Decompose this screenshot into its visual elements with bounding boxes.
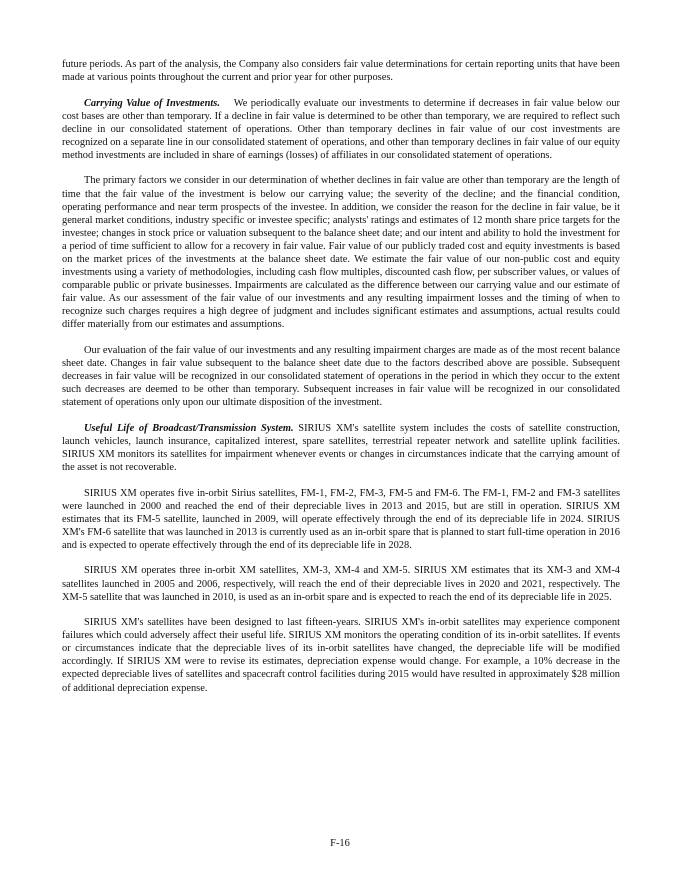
paragraph-4: Our evaluation of the fair value of our investments and any resulting impairment charges are made as of the most recent balance sheet date. Changes in fair value subsequent to the balance sheet date due to the factors described above are possible. Subsequent decreases in fair value will be recognized in our consolidated statement of operations in the period in which they occur to the extent such decreases are deemed to be other than temporary. Subsequent increases in fair value will be recognized in our consolidated statement of operations only upon our ultimate disposition of the investment. <box>62 344 620 409</box>
section-heading-carrying-value: Carrying Value of Investments. <box>84 97 220 109</box>
paragraph-8: SIRIUS XM's satellites have been designed to last fifteen-years. SIRIUS XM's in-orbit satellites may experience component failures which could adversely affect their useful life. SIRIUS XM monitors the operating condition of its in-orbit satellites. If events or circumstances indicate that the depreciable lives of its in-orbit satellites have changed, the depreciable life will be modified accordingly. If SIRIUS XM were to revise its estimates, depreciation expense would change. For example, a 10% decrease in the expected depreciable lives of satellites and spacecraft control facilities during 2015 would have resulted in approximately $28 million of additional depreciation expense. <box>62 617 620 694</box>
paragraph-1: future periods. As part of the analysis, the Company also considers fair value determinations for certain reporting units that have been made at various points throughout the current and prior year for other purposes. <box>62 59 620 84</box>
section-heading-useful-life: Useful Life of Broadcast/Transmission System. <box>84 422 294 434</box>
document-body <box>62 58 620 707</box>
paragraph-carrying-value: Carrying Value of Investments. We periodically evaluate our investments to determine if decreases in fair value below our cost bases are other than temporary. If a decline in fair value is determined to be other than temporary, we are required to reflect such decline in our consolidated statement of operations. Other than temporary declines in fair value of our cost investments are recognized on a separate line in our consolidated statement of operations, and other than temporary declines in fair value of our equity method investments are included in share of earnings (losses) of affiliates in our consolidated statement of operations. <box>62 97 621 161</box>
page-number: F-16 <box>330 838 350 849</box>
paragraph-useful-life: Useful Life of Broadcast/Transmission System. SIRIUS XM's satellite system includes the costs of satellite construction, launch vehicles, launch insurance, capitalized interest, spare satellites, terrestrial repeater network and satellite uplink facilities. SIRIUS XM monitors its satellites for impairment whenever events or changes in circumstances indicate that the carrying amount of the asset is not recoverable. <box>62 422 620 474</box>
paragraph-6: SIRIUS XM operates five in-orbit Sirius satellites, FM-1, FM-2, FM-3, FM-5 and FM-6. The FM-1, FM-2 and FM-3 satellites were launched in 2000 and reached the end of their depreciable lives in 2013 and 2015, but are still in operation. SIRIUS XM estimates that its FM-5 satellite, launched in 2009, will operate effectively through the end of its depreciable life in 2024. SIRIUS XM's FM-6 satellite that was launched in 2013 is currently used as an in-orbit spare that is planned to start full-time operation in 2016 and is expected to operate effectively through the end of its depreciable life in 2028. <box>62 487 620 551</box>
paragraph-7: SIRIUS XM operates three in-orbit XM satellites, XM-3, XM-4 and XM-5. SIRIUS XM estimates that its XM-3 and XM-4 satellites launched in 2005 and 2006, respectively, will reach the end of their depreciable lives in 2020 and 2021, respectively. The XM-5 satellite that was launched in 2010, is used as an in-orbit spare and is expected to reach the end of its depreciable life in 2025. <box>62 565 620 603</box>
paragraph-3: The primary factors we consider in our determination of whether declines in fair value are other than temporary are the length of time that the fair value of the investment is below our carrying value; the severity of the decline; and the financial condition, operating performance and near term prospects of the investee. In addition, we consider the reason for the decline in fair value, be it general market conditions, industry specific or investee specific; analysts' ratings and estimates of 12 month share price targets for the investee; changes in stock price or valuation subsequent to the balance sheet date; and our intent and ability to hold the investment for a period of time sufficient to allow for a recovery in fair value. Fair value of our publicly traded cost and equity investments is based on the market prices of the investments at the balance sheet date. We estimate the fair value of our non-public cost and equity investments using a variety of methodologies, including cash flow multiples, discounted cash flow, per subscriber values, or values of comparable public or private businesses. Impairments are calculated as the difference between our carrying value and our estimate of fair value. As our assessment of the fair value of our investments and any resulting impairment losses and the timing of when to recognize such charges requires a high degree of judgment and includes significant estimates and assumptions, actual results could differ materially from our estimates and assumptions. <box>62 175 620 331</box>
